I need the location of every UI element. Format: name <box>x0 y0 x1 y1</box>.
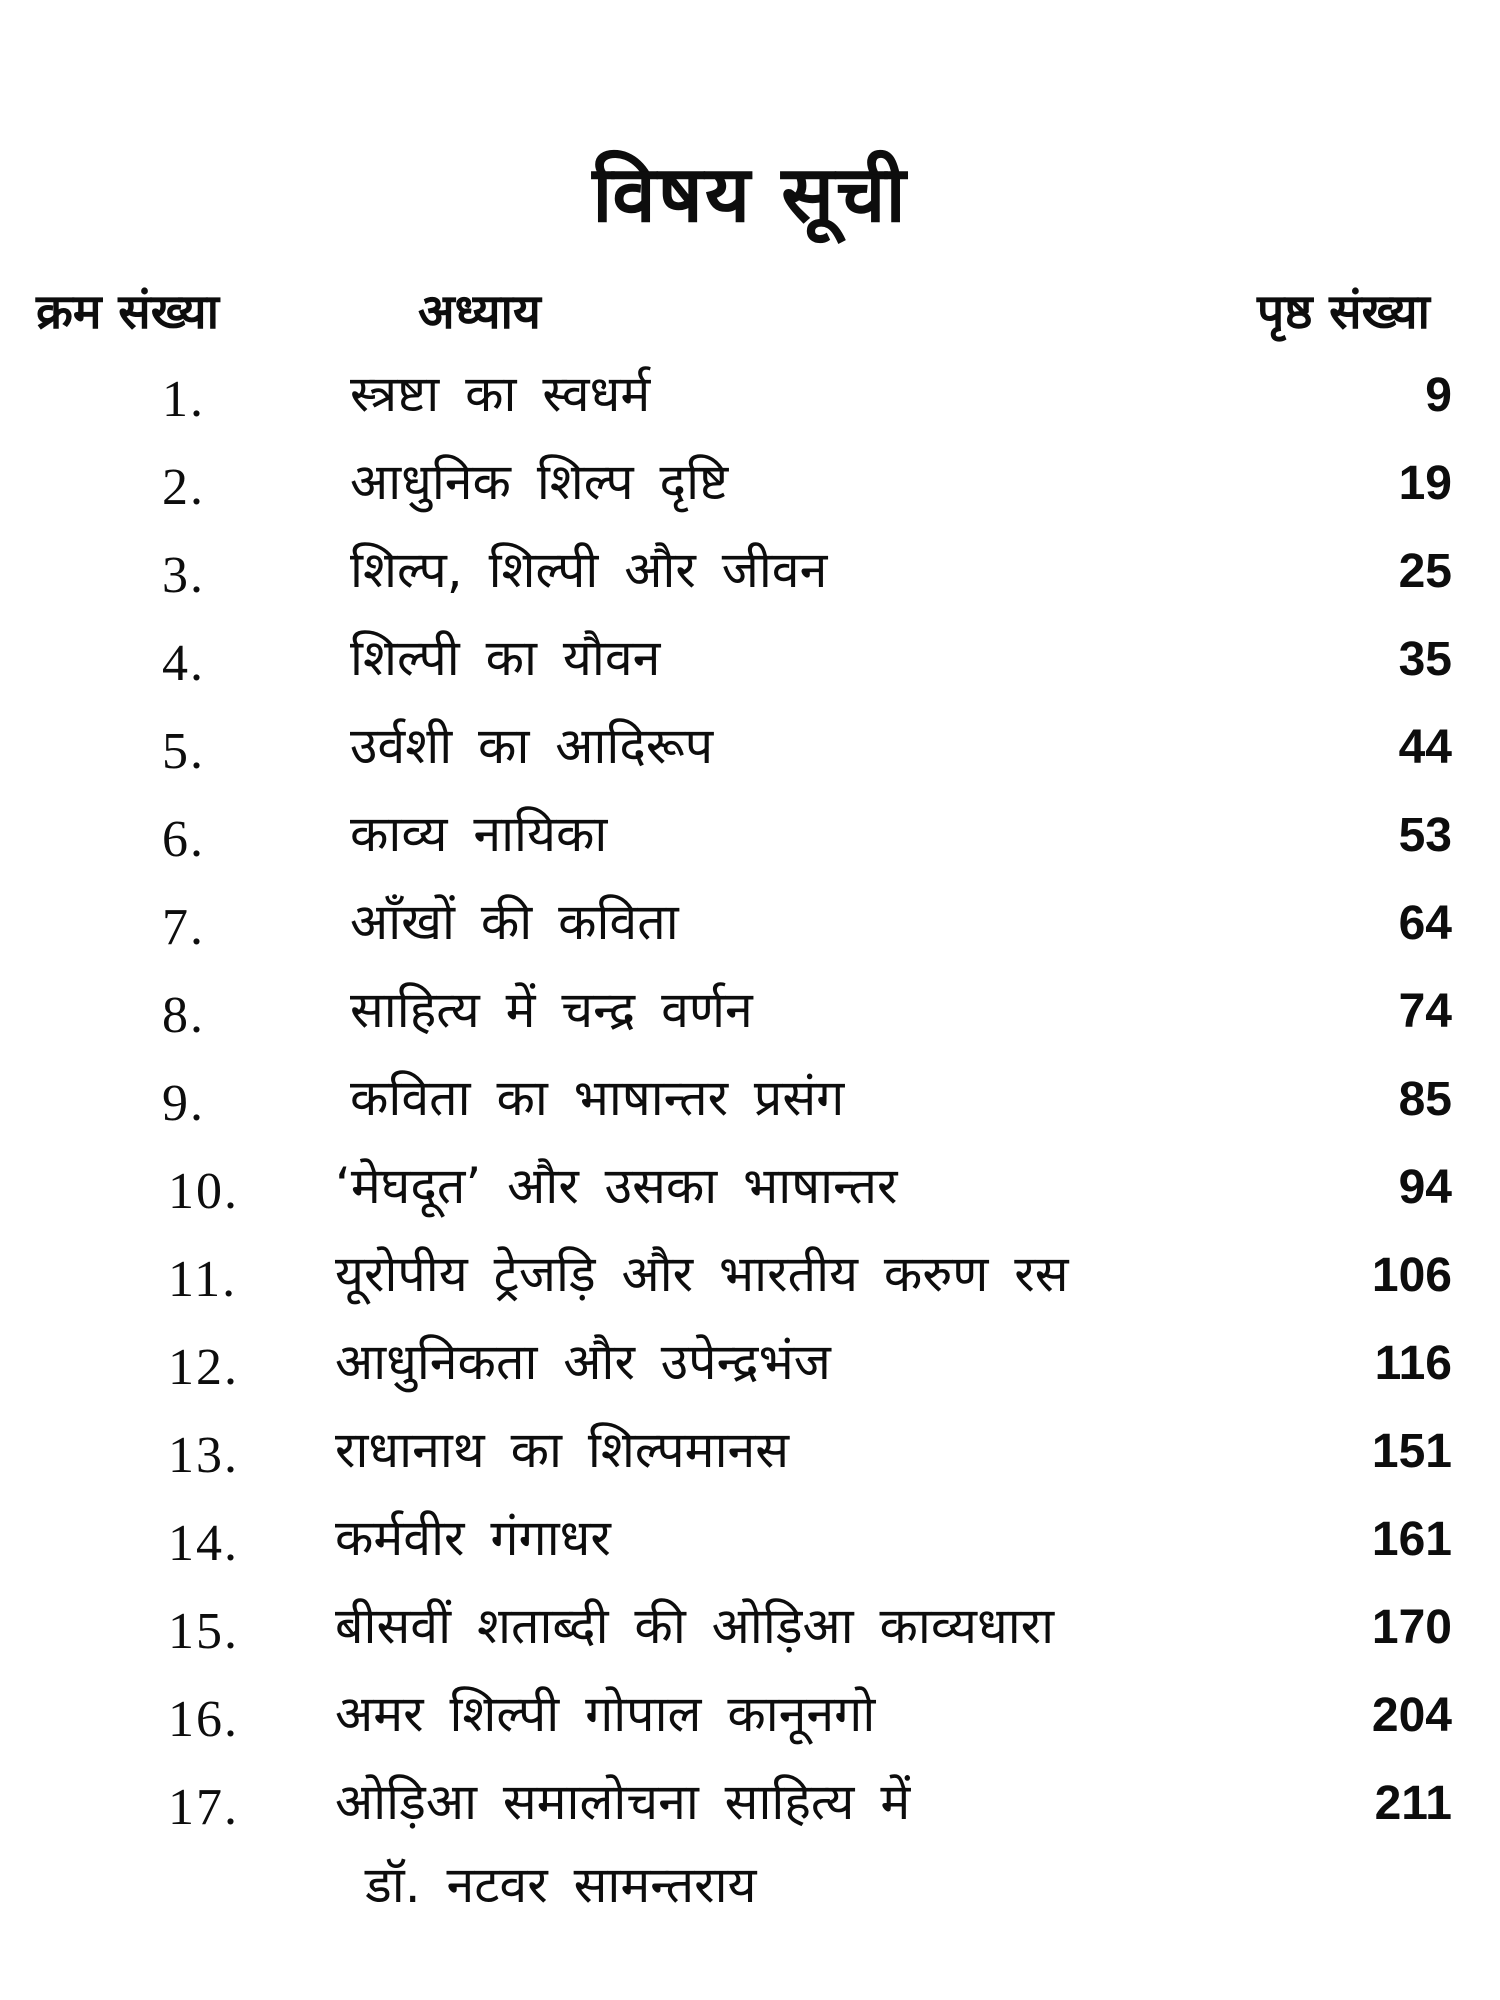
toc-entry <box>0 1587 1500 1675</box>
entry-number: 7. <box>162 899 205 956</box>
entry-title: काव्य नायिका <box>350 805 608 863</box>
entry-title: स्त्रष्टा का स्वधर्म <box>350 365 651 423</box>
entry-page: 25 <box>1398 545 1452 598</box>
entry-title: आधुनिक शिल्प दृष्टि <box>350 453 729 511</box>
entry-page: 85 <box>1398 1073 1452 1126</box>
toc-entry <box>0 1763 1500 1851</box>
entry-number: 8. <box>162 987 205 1044</box>
table-header <box>0 272 1500 352</box>
entry-number: 14. <box>168 1515 239 1572</box>
chapter-header: अध्याय <box>418 284 541 340</box>
entry-page: 44 <box>1398 721 1452 774</box>
toc-entry <box>0 619 1500 707</box>
entry-title: यूरोपीय ट्रेजड़ि और भारतीय करुण रस <box>335 1245 1069 1303</box>
entry-page: 53 <box>1398 809 1452 862</box>
entry-title: ‘मेघदूत’ और उसका भाषान्तर <box>335 1157 898 1215</box>
entry-page: 74 <box>1398 985 1452 1038</box>
toc-entry <box>0 1147 1500 1235</box>
entry-page: 35 <box>1398 633 1452 686</box>
entry-number: 11. <box>168 1251 238 1308</box>
entry-number: 13. <box>168 1427 239 1484</box>
toc-entry <box>0 1059 1500 1147</box>
entry-title: उर्वशी का आदिरूप <box>350 717 714 775</box>
entry-number: 3. <box>162 547 205 604</box>
toc-entry <box>0 971 1500 1059</box>
entry-page: 64 <box>1398 897 1452 950</box>
entry-page: 151 <box>1371 1425 1452 1478</box>
entry-number: 15. <box>168 1603 239 1660</box>
page-number-header: पृष्ठ संख्या <box>1256 284 1430 340</box>
entry-page: 9 <box>1425 369 1452 422</box>
entry-page: 94 <box>1398 1161 1452 1214</box>
entry-title: राधानाथ का शिल्पमानस <box>335 1421 790 1479</box>
entry-page: 19 <box>1398 457 1452 510</box>
toc-entry <box>0 1411 1500 1499</box>
entry-number: 16. <box>168 1691 239 1748</box>
entry-page: 204 <box>1371 1689 1452 1742</box>
entry-number: 17. <box>168 1779 239 1836</box>
entry-title: आँखों की कविता <box>350 893 679 951</box>
toc-entry <box>0 443 1500 531</box>
toc-entry <box>0 355 1500 443</box>
entry-title: शिल्पी का यौवन <box>350 629 661 687</box>
entry-title: शिल्प, शिल्पी और जीवन <box>350 541 828 599</box>
entry-number: 4. <box>162 635 205 692</box>
toc-entry <box>0 1323 1500 1411</box>
page-title: विषय सूची <box>592 150 908 240</box>
entry-title: कविता का भाषान्तर प्रसंग <box>350 1069 845 1127</box>
toc-entry <box>0 1499 1500 1587</box>
entry-title: आधुनिकता और उपेन्द्रभंज <box>335 1333 831 1391</box>
entry-page: 170 <box>1371 1601 1452 1654</box>
entry-title: ओड़िआ समालोचना साहित्य में <box>335 1773 911 1831</box>
toc-entry <box>0 531 1500 619</box>
toc-entry <box>0 795 1500 883</box>
toc-entry <box>0 883 1500 971</box>
entry-number: 6. <box>162 811 205 868</box>
entry-number: 9. <box>162 1075 205 1132</box>
entry-title: कर्मवीर गंगाधर <box>335 1509 611 1567</box>
entry-page: 116 <box>1374 1337 1452 1390</box>
entry-number: 12. <box>168 1339 239 1396</box>
entry-number: 5. <box>162 723 205 780</box>
entry-number: 10. <box>168 1163 239 1220</box>
contents-list <box>0 355 1500 1851</box>
entry-page: 106 <box>1371 1249 1452 1302</box>
entry-title: साहित्य में चन्द्र वर्णन <box>350 981 753 1039</box>
entry-number: 1. <box>162 371 205 428</box>
entry-title: अमर शिल्पी गोपाल कानूनगो <box>335 1685 876 1743</box>
entry-number: 2. <box>162 459 205 516</box>
entry-page: 161 <box>1371 1513 1452 1566</box>
serial-number-header: क्रम संख्या <box>36 284 220 340</box>
entry-title: बीसवीं शताब्दी की ओड़िआ काव्यधारा <box>335 1597 1055 1655</box>
toc-entry <box>0 1675 1500 1763</box>
entry-page: 211 <box>1374 1777 1452 1830</box>
toc-entry <box>0 1235 1500 1323</box>
toc-entry <box>0 707 1500 795</box>
entry-title-continuation: डॉ. नटवर सामन्तराय <box>365 1856 757 1914</box>
